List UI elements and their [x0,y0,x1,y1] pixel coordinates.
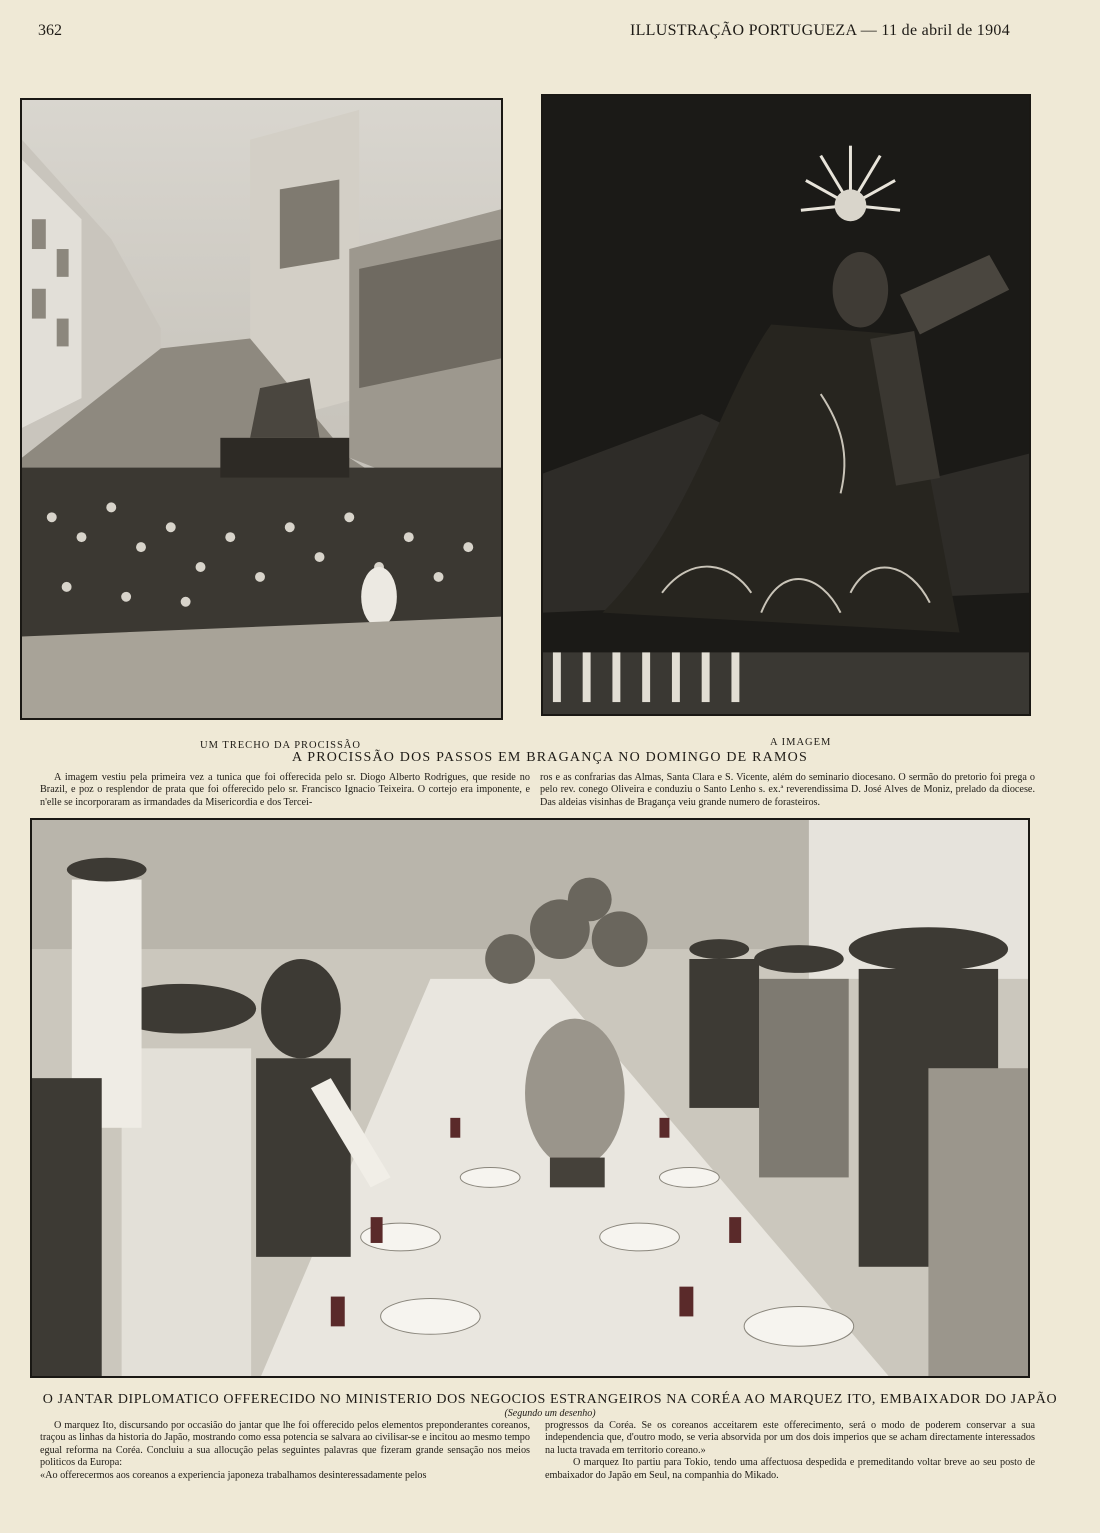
running-title: ILLUSTRAÇÃO PORTUGUEZA — 11 de abril de 1904 [629,22,1010,39]
article2-col1-para2: «Ao offerecermos aos coreanos a experiencia japoneza trabalhamos desinteressadamente pelos [40,1469,427,1481]
article2-col2-para2: O marquez Ito partiu para Tokio, tendo uma affectuosa despedida e premeditando voltar breve ao seu posto de embaixador do Japão em Seul, na companhia do Mikado. [545,1457,1035,1481]
article1-col1: A imagem vestiu pela primeira vez a tunica que foi offerecida pelo sr. Diogo Alberto Rodrigues, que reside no Brazil, e poz o resplendor de prata que foi offerecido pelo sr. Francisco Ignacio Teixeira. O cortejo era imponente, e n'elle se incorporaram as irmandades da Misericordia e dos Tercei- [40,772,530,808]
article2-note: (Segundo um desenho) [504,1408,596,1419]
article2-col1-para1: O marquez Ito, discursando por occasião do jantar que lhe foi offerecido pelos elementos preponderantes coreanos, traçou as linhas da historia do Japão, mostrando como essa potencia se salvara ao civilisar-se e incitou ao mesmo tempo egual reforma na Coréa. Concluiu a sua allocução pelas seguintes palavras que fizeram grande sensação nos meios politicos da Europa: [40,1420,530,1469]
religious-statue-photo [541,94,1031,716]
article2-col2 [545,1420,1035,1482]
article1-title: A PROCISSÃO DOS PASSOS EM BRAGANÇA NO DOMINGO DE RAMOS [292,750,808,765]
article2-col1 [40,1420,530,1482]
caption-image: A IMAGEM [770,737,832,748]
page-number: 362 [38,22,62,39]
article1-col2: ros e as confrarias das Almas, Santa Clara e S. Vicente, além do seminario diocesano. O sermão do pretorio foi prega o pelo rev. conego Oliveira e conduziu o Santo Lenho s. ex.ª reverendissima D. José Alves de Moniz, prelado da diocese. Das aldeias visinhas de Bragança veiu grande numero de forasteiros. [540,772,1035,808]
article2-col2-para1: progressos da Coréa. Se os coreanos acceitarem este offerecimento, será o modo de poderem conservar a sua independencia que, d'outro modo, se veria absorvida por um dos dois imperios que se acham directamente interessados na lucta travada em territorio coreano.» [545,1420,1035,1456]
caption-procession: UM TRECHO DA PROCISSÃO [200,740,361,751]
procession-street-photo [20,98,503,720]
article2-title: O JANTAR DIPLOMATICO OFFERECIDO NO MINISTERIO DOS NEGOCIOS ESTRANGEIROS NA CORÉA AO MARQUEZ ITO, EMBAIXADOR DO JAPÃO [42,1392,1058,1407]
diplomatic-dinner-illustration [30,818,1030,1378]
